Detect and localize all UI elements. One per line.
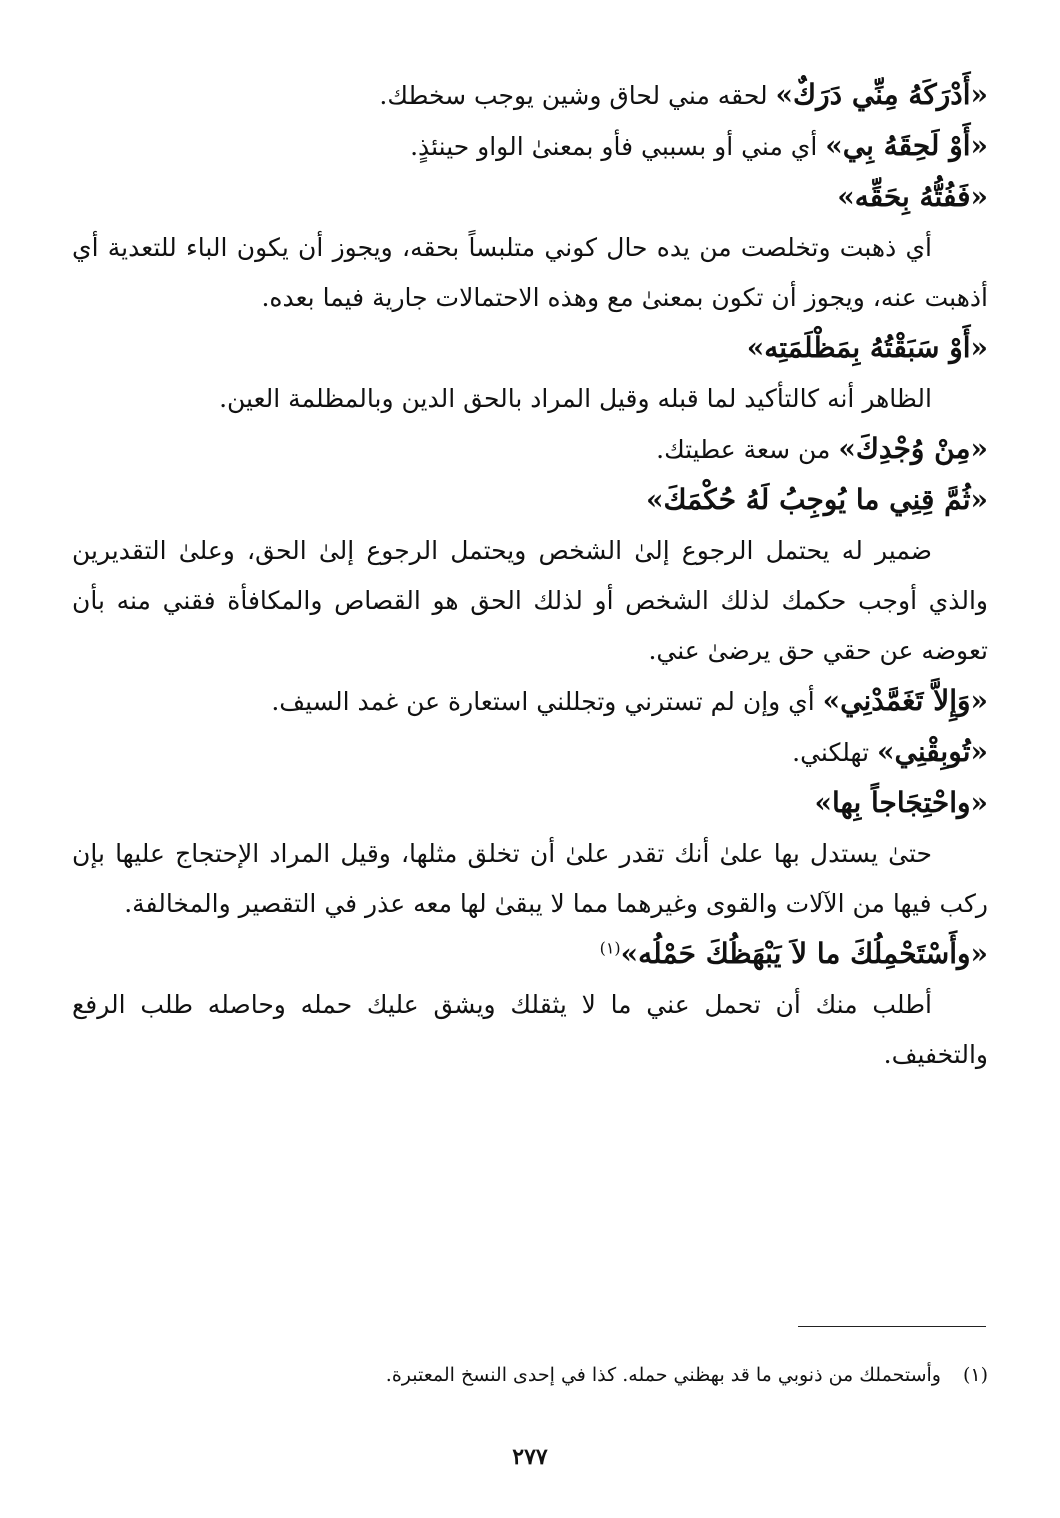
gloss-8: تهلكني. [792,738,877,767]
footnote-reference[interactable]: (١) [599,938,621,958]
lemma-8: «تُوبِقْنِي» [876,735,988,768]
lemma-10: «وأَسْتَحْمِلُكَ ما لاَ يَبْهَظُكَ حَمْلُه» [620,937,988,970]
paragraph-3: ضمير له يحتمل الرجوع إلىٰ الشخص ويحتمل الرجوع إلىٰ الحق، وعلىٰ التقديرين والذي أوجب حكمك لذلك الشخص أو لذلك الحق هو القصاص والمكافأة فقني منه بأن تعوضه عن حقي حق يرضىٰ عني. [72,536,988,665]
lemma-4: «أَوْ سَبَقْتُهُ بِمَظْلَمَتِه» [746,331,988,364]
lemma-6: «ثُمَّ قِنِي ما يُوجِبُ لَهُ حُكْمَكَ» [645,483,988,516]
lemma-9: «واحْتِجَاجاً بِها» [814,786,988,819]
entry-line-3 [72,172,988,223]
page-number: ٢٧٧ [512,1444,548,1470]
paragraph-2: الظاهر أنه كالتأكيد لما قبله وقيل المراد بالحق الدين وبالمظلمة العين. [219,384,932,413]
lemma-1: «أَدْرَكَهُ مِنِّي دَرَكٌ» [775,78,988,111]
gloss-2: أي مني أو بسببي فأو بمعنىٰ الواو حينئذٍ. [410,132,826,161]
paragraph-1: أي ذهبت وتخلصت من يده حال كوني متلبساً بحقه، ويجوز أن يكون الباء للتعدية أي أذهبت عنه، ويجوز أن تكون بمعنىٰ مع وهذه الاحتمالات جارية فيما بعده. [72,233,988,312]
footnote-text: وأستحملك من ذنوبي ما قد بهظني حمله. كذا في إحدى النسخ المعتبرة. [385,1364,941,1386]
paragraph-4: حتىٰ يستدل بها علىٰ أنك تقدر علىٰ أن تخلق مثلها، وقيل المراد الإحتجاج عليها بإن ركب فيها من الآلات والقوى وغيرهما مما لا يبقىٰ لها معه عذر في التقصير والمخالفة. [72,839,988,918]
paragraph-5: أطلب منك أن تحمل عني ما لا يثقلك ويشق عليك حمله وحاصله طلب الرفع والتخفيف. [72,990,988,1069]
entry-line-9 [72,778,988,829]
entry-line-1 [72,70,988,121]
lemma-2: «أَوْ لَحِقَهُ بِي» [825,129,988,162]
entry-line-8 [72,727,988,778]
lemma-7: «وَإِلاَّ تَغَمَّدْنِي» [822,684,988,717]
entry-line-6 [72,475,988,526]
entry-line-2 [72,121,988,172]
gloss-1: لحقه مني لحاق وشين يوجب سخطك. [379,81,776,110]
entry-line-10 [72,929,988,980]
lemma-5: «مِنْ وُجْدِكَ» [838,432,988,465]
entry-line-4 [72,323,988,374]
footnote-divider [798,1326,986,1327]
page-body [72,70,988,1080]
entry-line-7 [72,676,988,727]
footnote [72,1360,988,1390]
lemma-3: «فَفُتُّهُ بِحَقِّه» [837,180,988,213]
footnote-number: (١) [962,1364,988,1386]
gloss-5: من سعة عطيتك. [656,435,839,464]
entry-line-5 [72,424,988,475]
gloss-7: أي وإن لم تسترني وتجللني استعارة عن غمد السيف. [271,687,823,716]
